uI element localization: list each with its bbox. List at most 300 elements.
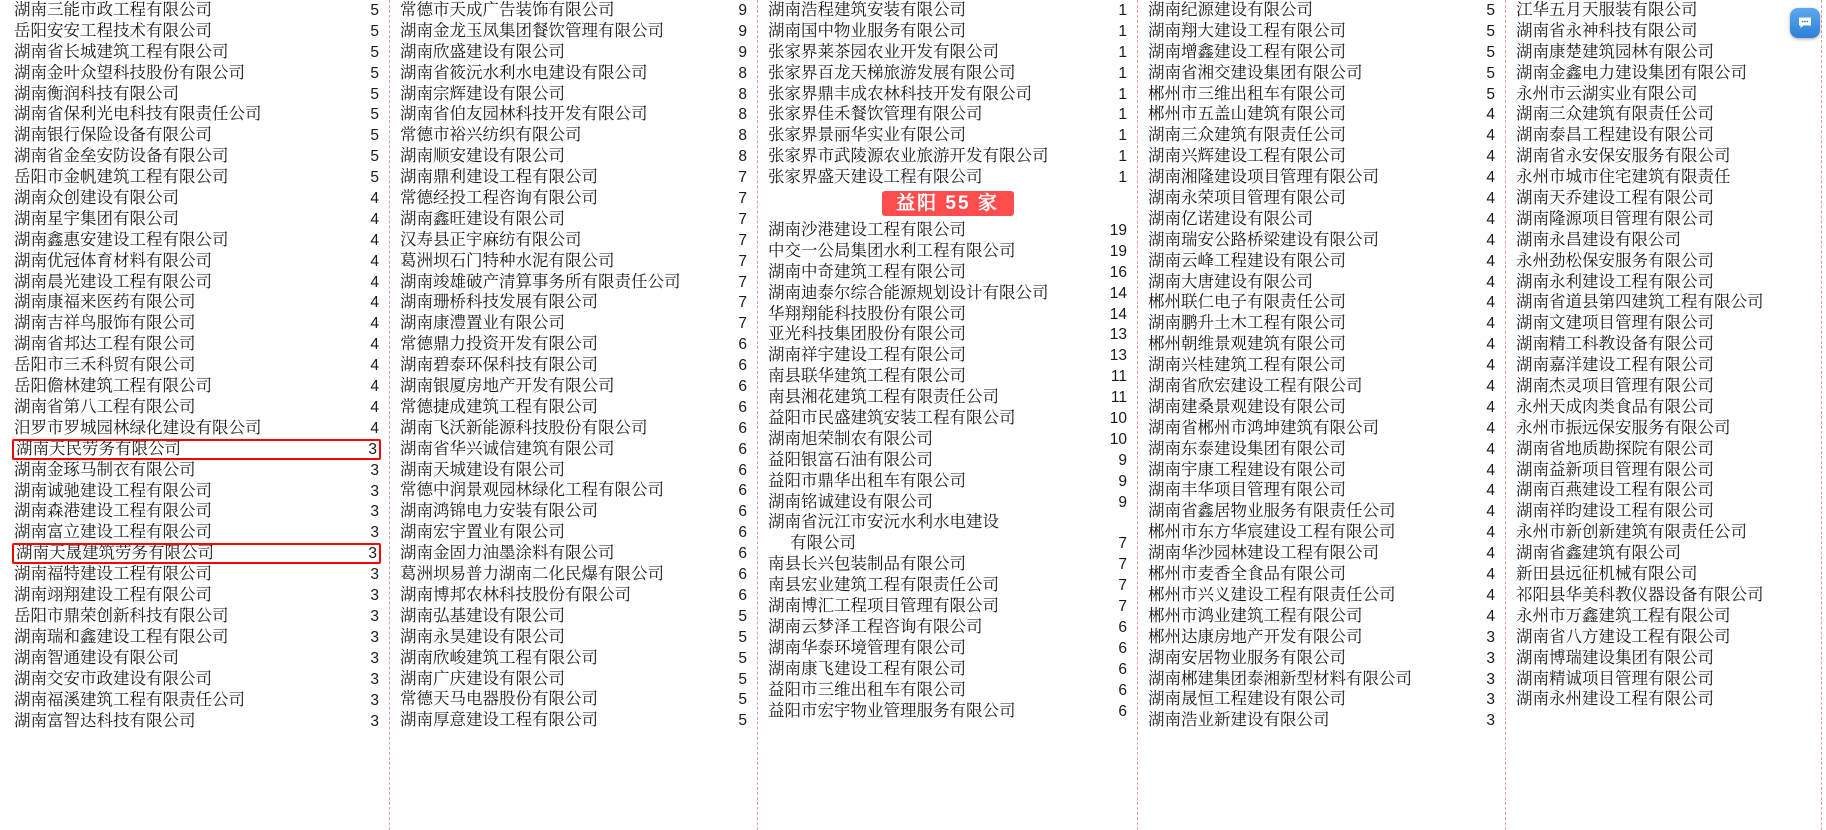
company-count: 4 — [1486, 398, 1495, 416]
company-name: 湖南省鑫建筑有限公司 — [1516, 544, 1681, 563]
company-name: 湖南宇康工程建设有限公司 — [1148, 460, 1346, 479]
list-item — [14, 104, 379, 125]
company-count: 4 — [1486, 586, 1495, 604]
company-name: 永州市振远保安服务有限公司 — [1516, 418, 1731, 437]
company-name: 湖南顺安建设有限公司 — [400, 147, 565, 166]
company-count: 7 — [738, 252, 747, 270]
company-name: 岳阳市金帆建筑工程有限公司 — [14, 168, 229, 187]
company-name: 南县长兴包装制品有限公司 — [768, 555, 966, 574]
company-count: 14 — [1109, 305, 1127, 323]
company-name: 湖南铭诚建设有限公司 — [768, 492, 933, 511]
company-count: 5 — [370, 43, 379, 61]
company-name: 郴州市兴义建设工程有限责任公司 — [1148, 585, 1396, 604]
company-count: 3 — [370, 566, 379, 584]
list-item — [1148, 397, 1495, 418]
company-name: 湖南丰华项目管理有限公司 — [1148, 481, 1346, 500]
list-item — [1148, 418, 1495, 439]
list-item — [768, 125, 1127, 146]
list-item — [1516, 42, 1811, 63]
list-item — [14, 418, 379, 439]
list-item — [400, 418, 747, 439]
list-item — [1516, 230, 1811, 251]
company-name: 张家界鼎丰成农林科技开发有限公司 — [768, 84, 1032, 103]
list-item — [1148, 585, 1495, 606]
company-name: 湖南鸿锦电力安装有限公司 — [400, 502, 598, 521]
list-item — [768, 554, 1127, 575]
company-name: 湖南永荣项目管理有限公司 — [1148, 189, 1346, 208]
company-name: 湖南金固力油墨涂料有限公司 — [400, 544, 615, 563]
company-name: 湖南康楚建筑园林有限公司 — [1516, 42, 1714, 61]
company-count: 4 — [370, 336, 379, 354]
company-count: 4 — [370, 315, 379, 333]
list-item — [1148, 648, 1495, 669]
company-count: 4 — [1486, 190, 1495, 208]
company-count: 10 — [1109, 430, 1127, 448]
company-count: 6 — [738, 566, 747, 584]
company-name: 华翔翔能科技股份有限公司 — [768, 304, 966, 323]
list-item — [14, 501, 379, 522]
company-count: 3 — [1486, 691, 1495, 709]
company-count: 4 — [1486, 440, 1495, 458]
list-item — [1516, 397, 1811, 418]
company-name: 永州市新创新建筑有限责任公司 — [1516, 523, 1747, 542]
company-count: 5 — [370, 85, 379, 103]
list-item — [14, 188, 379, 209]
list-item — [1148, 669, 1495, 690]
company-name: 常德天马电器股份有限公司 — [400, 690, 598, 709]
company-name: 汨罗市罗城园林绿化建设有限公司 — [14, 418, 262, 437]
list-item — [768, 324, 1127, 345]
company-name: 湖南吉祥鸟服饰有限公司 — [14, 314, 196, 333]
company-name: 汉寿县正宇麻纺有限公司 — [400, 230, 582, 249]
list-item — [768, 345, 1127, 366]
list-item — [400, 251, 747, 272]
company-name: 郴州联仁电子有限责任公司 — [1148, 293, 1346, 312]
company-count: 7 — [738, 294, 747, 312]
company-count: 7 — [1118, 577, 1127, 595]
company-count: 3 — [370, 587, 379, 605]
company-count: 5 — [370, 2, 379, 19]
company-count: 1 — [1118, 43, 1127, 61]
list-item — [1516, 251, 1811, 272]
list-item — [14, 42, 379, 63]
list-item — [1148, 272, 1495, 293]
list-item — [1516, 522, 1811, 543]
list-item — [14, 522, 379, 543]
company-count: 6 — [1118, 639, 1127, 657]
company-name: 湖南晟恒工程建设有限公司 — [1148, 690, 1346, 709]
company-name: 益阳市民盛建筑安装工程有限公司 — [768, 409, 1016, 428]
company-name: 湖南省鑫居物业服务有限责任公司 — [1148, 502, 1396, 521]
list-item — [768, 167, 1127, 188]
company-count: 7 — [738, 273, 747, 291]
company-name: 湖南智通建设有限公司 — [14, 648, 179, 667]
list-item — [14, 648, 379, 669]
company-name: 郴州市东方华宸建设工程有限公司 — [1148, 523, 1396, 542]
company-count: 4 — [370, 210, 379, 228]
company-name: 湖南飞沃新能源科技股份有限公司 — [400, 418, 648, 437]
company-name: 湖南金龙玉凤集团餐饮管理有限公司 — [400, 21, 664, 40]
list-item — [400, 480, 747, 501]
feedback-button[interactable] — [1790, 8, 1820, 38]
list-item — [1516, 188, 1811, 209]
list-item — [768, 146, 1127, 167]
company-name: 湖南宗辉建设有限公司 — [400, 84, 565, 103]
list-item — [1148, 439, 1495, 460]
company-count: 19 — [1109, 242, 1127, 260]
list-item — [400, 272, 747, 293]
company-name: 湖南省八方建设工程有限公司 — [1516, 627, 1731, 646]
company-name: 湖南精诚项目管理有限公司 — [1516, 669, 1714, 688]
company-count: 3 — [370, 670, 379, 688]
company-count: 9 — [1118, 451, 1127, 469]
list-item — [14, 63, 379, 84]
list-item — [14, 272, 379, 293]
list-item — [1148, 689, 1495, 710]
company-count: 4 — [1486, 503, 1495, 521]
list-item — [1148, 460, 1495, 481]
list-item — [1516, 355, 1811, 376]
section-title: 益阳 55 家 — [882, 191, 1014, 216]
company-count: 4 — [370, 357, 379, 375]
company-count: 3 — [1486, 628, 1495, 646]
company-count: 5 — [738, 670, 747, 688]
company-name: 湖南竣雄破产清算事务所有限责任公司 — [400, 272, 681, 291]
company-name: 湖南金琢马制衣有限公司 — [14, 460, 196, 479]
company-count: 3 — [370, 461, 379, 479]
company-name: 江华五月天服装有限公司 — [1516, 1, 1698, 19]
list-item — [400, 501, 747, 522]
company-name: 张家界百龙天梯旅游发展有限公司 — [768, 63, 1016, 82]
list-item — [1516, 272, 1811, 293]
company-name: 永州市云湖实业有限公司 — [1516, 84, 1698, 103]
company-count: 4 — [1486, 378, 1495, 396]
column-3 — [758, 0, 1138, 830]
company-name: 湖南宏宇置业有限公司 — [400, 523, 565, 542]
company-name: 湖南益新项目管理有限公司 — [1516, 460, 1714, 479]
list-item — [1148, 42, 1495, 63]
company-count: 4 — [370, 252, 379, 270]
company-count: 4 — [1486, 210, 1495, 228]
column-1 — [4, 0, 390, 830]
company-count: 5 — [370, 64, 379, 82]
company-count: 4 — [370, 190, 379, 208]
company-name: 湖南云梦泽工程咨询有限公司 — [768, 617, 983, 636]
list-item — [1148, 313, 1495, 334]
company-count: 6 — [738, 503, 747, 521]
company-name: 湖南康福来医药有限公司 — [14, 293, 196, 312]
list-item — [1516, 648, 1811, 669]
company-count: 9 — [738, 22, 747, 40]
company-name: 湖南银厦房地产开发有限公司 — [400, 377, 615, 396]
list-item — [1516, 209, 1811, 230]
list-item — [1516, 501, 1811, 522]
company-name: 湖南东泰建设集团有限公司 — [1148, 439, 1346, 458]
company-count: 5 — [370, 127, 379, 145]
company-name: 湖南中奇建筑工程有限公司 — [768, 262, 966, 281]
company-count: 8 — [738, 64, 747, 82]
company-name: 益阳市三维出租车有限公司 — [768, 680, 966, 699]
list-item — [14, 585, 379, 606]
company-name: 湖南优冠体育材料有限公司 — [14, 251, 212, 270]
list-item — [1148, 480, 1495, 501]
company-name: 湖南翔大建设工程有限公司 — [1148, 21, 1346, 40]
list-item — [12, 543, 381, 564]
company-name: 湖南祥宇建设工程有限公司 — [768, 346, 966, 365]
list-item — [400, 125, 747, 146]
company-name: 湖南三众建筑有限责任公司 — [1516, 105, 1714, 124]
list-item — [1516, 146, 1811, 167]
list-item — [1148, 146, 1495, 167]
list-item — [1516, 564, 1811, 585]
company-name: 湖南金鑫电力建设集团有限公司 — [1516, 63, 1747, 82]
company-name: 湖南亿诺建设有限公司 — [1148, 209, 1313, 228]
company-name: 祁阳县华美科教仪器设备有限公司 — [1516, 585, 1764, 604]
company-count: 9 — [738, 43, 747, 61]
feedback-icon — [1797, 15, 1813, 31]
list-item — [768, 492, 1127, 513]
company-name: 湖南衡润科技有限公司 — [14, 84, 179, 103]
company-name: 湖南富智达科技有限公司 — [14, 711, 196, 730]
company-name: 郴州市五盖山建筑有限公司 — [1148, 105, 1346, 124]
company-count: 4 — [1486, 252, 1495, 270]
company-count: 1 — [1118, 22, 1127, 40]
list-item — [400, 334, 747, 355]
company-name: 张家界市武陵源农业旅游开发有限公司 — [768, 147, 1049, 166]
company-name: 湖南三能市政工程有限公司 — [14, 1, 212, 19]
company-count: 1 — [1118, 148, 1127, 166]
company-count: 14 — [1109, 284, 1127, 302]
company-count: 9 — [1118, 493, 1127, 511]
company-name: 湖南鼎利建设工程有限公司 — [400, 168, 598, 187]
company-count: 3 — [370, 691, 379, 709]
company-name: 湖南兴辉建设工程有限公司 — [1148, 147, 1346, 166]
list-item — [400, 104, 747, 125]
list-item — [400, 669, 747, 690]
list-item — [400, 230, 747, 251]
company-count: 8 — [738, 148, 747, 166]
company-name: 湖南森港建设工程有限公司 — [14, 502, 212, 521]
list-item — [768, 387, 1127, 408]
company-count: 16 — [1109, 263, 1127, 281]
list-item — [768, 575, 1127, 596]
company-count: 11 — [1110, 368, 1127, 386]
company-name: 湖南云峰工程建设有限公司 — [1148, 251, 1346, 270]
company-name: 湖南鑫惠安建设工程有限公司 — [14, 230, 229, 249]
company-name: 永州劲松保安服务有限公司 — [1516, 251, 1714, 270]
company-name: 湖南金叶众望科技股份有限公司 — [14, 63, 245, 82]
list-item — [14, 376, 379, 397]
list-item — [1516, 334, 1811, 355]
list-item — [400, 355, 747, 376]
company-count: 5 — [1486, 64, 1495, 82]
company-name: 湖南隆源项目管理有限公司 — [1516, 209, 1714, 228]
list-item — [1148, 21, 1495, 42]
list-item — [1516, 313, 1811, 334]
company-count: 4 — [1486, 607, 1495, 625]
company-count: 1 — [1118, 85, 1127, 103]
list-item — [14, 251, 379, 272]
list-item — [1148, 522, 1495, 543]
list-item — [400, 460, 747, 481]
list-item — [1516, 84, 1811, 105]
company-count: 3 — [1486, 670, 1495, 688]
list-item — [400, 0, 747, 21]
company-name: 湖南众创建设有限公司 — [14, 189, 179, 208]
company-count: 3 — [1486, 649, 1495, 667]
company-name: 湖南省第八工程有限公司 — [14, 397, 196, 416]
company-count: 7 — [738, 210, 747, 228]
list-item — [1516, 167, 1811, 188]
company-name: 湖南翊翔建设工程有限公司 — [14, 586, 212, 605]
list-item — [1148, 606, 1495, 627]
list-item — [400, 313, 747, 334]
company-count: 6 — [1118, 681, 1127, 699]
column-5 — [1506, 0, 1822, 830]
company-count: 4 — [1486, 336, 1495, 354]
list-item — [1148, 376, 1495, 397]
column-4 — [1138, 0, 1506, 830]
company-name: 湖南三众建筑有限责任公司 — [1148, 126, 1346, 145]
list-item — [768, 104, 1127, 125]
list-item — [1516, 0, 1811, 21]
company-count: 6 — [1118, 618, 1127, 636]
company-name: 湖南省长城建筑工程有限公司 — [14, 42, 229, 61]
company-count: 6 — [1118, 702, 1127, 720]
company-name: 岳阳市鼎荣创新科技有限公司 — [14, 607, 229, 626]
list-item — [768, 304, 1127, 325]
company-count: 6 — [738, 336, 747, 354]
company-count: 5 — [738, 649, 747, 667]
company-name: 湖南浩程建筑安装有限公司 — [768, 1, 966, 19]
company-name: 湖南省邦达工程有限公司 — [14, 335, 196, 354]
company-count: 7 — [738, 169, 747, 187]
company-count: 6 — [738, 461, 747, 479]
company-name: 湖南嘉洋建设工程有限公司 — [1516, 356, 1714, 375]
list-item — [400, 606, 747, 627]
company-name: 益阳市宏宇物业管理服务有限公司 — [768, 701, 1016, 720]
company-count: 6 — [738, 357, 747, 375]
list-item — [1148, 710, 1495, 731]
company-count: 4 — [1486, 524, 1495, 542]
list-item — [768, 84, 1127, 105]
company-count: 4 — [370, 419, 379, 437]
company-count: 4 — [1486, 482, 1495, 500]
company-name: 湖南省地质勘探院有限公司 — [1516, 439, 1714, 458]
company-name: 益阳市鼎华出租车有限公司 — [768, 471, 966, 490]
company-count: 7 — [1118, 598, 1127, 616]
company-name: 湖南瑞和鑫建设工程有限公司 — [14, 627, 229, 646]
company-count: 1 — [1118, 2, 1127, 19]
company-name: 益阳银富石油有限公司 — [768, 450, 933, 469]
list-item — [14, 355, 379, 376]
company-count: 3 — [368, 440, 377, 458]
company-name: 亚光科技集团股份有限公司 — [768, 325, 966, 344]
company-count: 4 — [1486, 127, 1495, 145]
list-item — [768, 701, 1127, 722]
list-item — [14, 711, 379, 732]
company-count: 3 — [370, 524, 379, 542]
company-count: 8 — [738, 127, 747, 145]
list-item — [768, 21, 1127, 42]
company-name: 张家界景丽华实业有限公司 — [768, 126, 966, 145]
company-count: 6 — [738, 545, 747, 563]
list-item — [768, 429, 1127, 450]
list-item — [14, 21, 379, 42]
company-name: 湖南省永神科技有限公司 — [1516, 21, 1698, 40]
list-item — [1148, 209, 1495, 230]
company-name: 湖南浩业新建设有限公司 — [1148, 711, 1330, 730]
list-item — [1516, 292, 1811, 313]
company-count: 4 — [1486, 419, 1495, 437]
list-item — [768, 63, 1127, 84]
list-item — [1148, 0, 1495, 21]
company-name: 湖南永昌建设有限公司 — [1516, 230, 1681, 249]
company-name: 湖南杰灵项目管理有限公司 — [1516, 377, 1714, 396]
company-name: 张家界佳禾餐饮管理有限公司 — [768, 105, 983, 124]
company-name: 湖南康飞建设工程有限公司 — [768, 659, 966, 678]
list-item — [1148, 292, 1495, 313]
company-count: 5 — [370, 148, 379, 166]
list-item — [1148, 188, 1495, 209]
list-item — [14, 146, 379, 167]
company-name: 湖南星宇集团有限公司 — [14, 209, 179, 228]
list-item — [1516, 543, 1811, 564]
list-item — [14, 209, 379, 230]
company-name: 湖南欣盛建设有限公司 — [400, 42, 565, 61]
company-count: 9 — [738, 2, 747, 19]
company-name: 湖南兴桂建筑工程有限公司 — [1148, 356, 1346, 375]
company-count: 5 — [370, 22, 379, 40]
company-name: 南县联华建筑工程有限公司 — [768, 367, 966, 386]
company-name: 湖南富立建设工程有限公司 — [14, 523, 212, 542]
company-name: 湖南泰昌工程建设有限公司 — [1516, 126, 1714, 145]
list-item — [400, 522, 747, 543]
list-item — [1516, 63, 1811, 84]
list-item — [768, 533, 1127, 554]
company-name: 湖南交安市政建设有限公司 — [14, 669, 212, 688]
company-count: 4 — [370, 294, 379, 312]
company-name: 湖南沙港建设工程有限公司 — [768, 221, 966, 240]
company-name: 湖南省欣宏建设工程有限公司 — [1148, 377, 1363, 396]
list-item — [14, 334, 379, 355]
list-item — [1148, 501, 1495, 522]
list-item — [14, 627, 379, 648]
list-item — [1516, 125, 1811, 146]
company-count: 10 — [1109, 410, 1127, 428]
company-name: 常德经投工程咨询有限公司 — [400, 189, 598, 208]
list-item — [1148, 543, 1495, 564]
list-item — [768, 659, 1127, 680]
company-count: 3 — [370, 608, 379, 626]
company-name: 湖南安居物业服务有限公司 — [1148, 648, 1346, 667]
company-name: 湖南博汇工程项目管理有限公司 — [768, 597, 999, 616]
company-count: 4 — [1486, 566, 1495, 584]
company-name: 湖南大唐建设有限公司 — [1148, 272, 1313, 291]
company-name: 湖南天晟建筑劳务有限公司 — [16, 545, 214, 563]
company-name: 湖南湘隆建设项目管理有限公司 — [1148, 168, 1379, 187]
company-name: 郴州市麦香全食品有限公司 — [1148, 565, 1346, 584]
list-item — [14, 606, 379, 627]
list-item — [1516, 627, 1811, 648]
company-count: 7 — [738, 315, 747, 333]
company-name: 湖南省道县第四建筑工程有限公司 — [1516, 293, 1764, 312]
list-item — [1516, 585, 1811, 606]
list-item — [400, 689, 747, 710]
company-name: 湖南博瑞建设集团有限公司 — [1516, 648, 1714, 667]
company-count: 4 — [370, 273, 379, 291]
company-name: 湖南弘基建设有限公司 — [400, 606, 565, 625]
